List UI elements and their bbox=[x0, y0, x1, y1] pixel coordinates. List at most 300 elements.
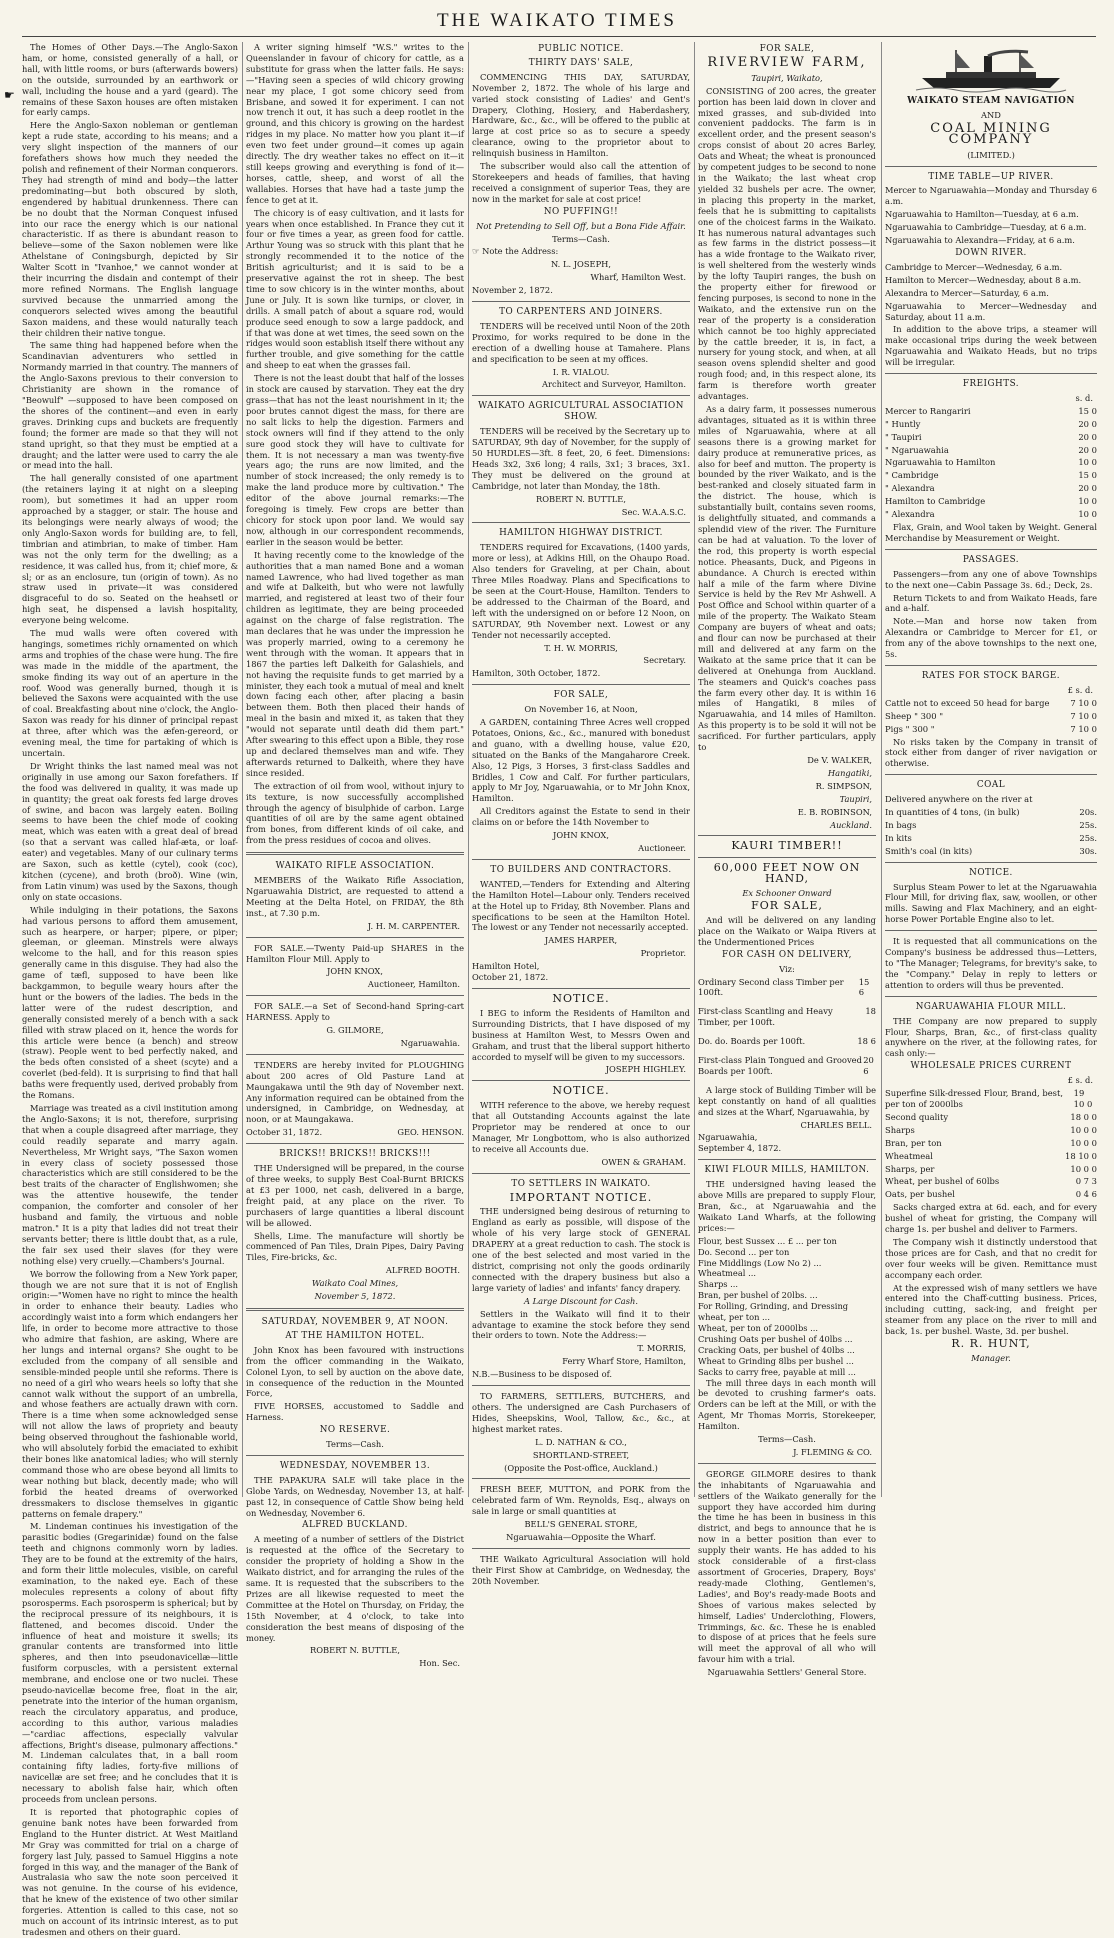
ad-saturday-item: FIVE HORSES, accustomed to Saddle and Harness. bbox=[246, 1401, 464, 1423]
ad-highway-name: T. H. W. MORRIS, bbox=[544, 642, 618, 653]
ad-saturday-subheading: AT THE HAMILTON HOTEL. bbox=[285, 1330, 425, 1341]
freight-price: 15 0 bbox=[1078, 470, 1097, 481]
ad-settlers-heading: TO SETTLERS IN WAIKATO. bbox=[511, 1178, 651, 1189]
freight-item: " Cambridge bbox=[885, 470, 939, 481]
ad-saturday-reserve: NO RESERVE. bbox=[319, 1425, 391, 1436]
timetable-row: Ngaruawahia to Mercer—Wednesday and Saturday, about 11 a.m. bbox=[885, 300, 1097, 322]
ad-settlers-discount: A Large Discount for Cash. bbox=[524, 1295, 638, 1306]
passages-body2: Return Tickets to and from Waikato Heads, fare and a-half. bbox=[885, 592, 1097, 614]
ad-plough-footer bbox=[246, 1127, 464, 1138]
ad-kauri-place: Ngaruawahia, bbox=[698, 1132, 758, 1143]
divider bbox=[246, 937, 464, 938]
ad-kauri-cash: FOR CASH ON DELIVERY, bbox=[722, 949, 852, 960]
ad-ag-body: THE Waikato Agricultural Association will hold their First Show at Cambridge, on Wednesday, the 20th November. bbox=[472, 1553, 690, 1586]
ad-garden-title: Auctioneer. bbox=[638, 843, 686, 853]
article-marriage: It having recently come to the knowledge of the authorities that a man named Bone and a woman named Lawrence, who had lived together as man and wife at Dalkeith, but who were not lawfully married, and registered at least two of their four children as legitimate, they are being proceeded against on the charge of false registration. The man declares that he was under the impression he was properly married, owing to a ceremony he went through with the woman. It appears that in 1867 the parties left Dalkeith for Galashiels, and not having the requisite funds to get married by a minister, they each took a mutual of meal and knelt down facing each other, after placing a basin between them. Both then placed their hands of meal in the basin and mixed it, as taken that they "would not separate until death did them part." After swearing to this effect upon a Bible, they rose up and declared themselves man and wife. They afterwards returned to Dalkeith, where they have since resided. bbox=[246, 549, 464, 778]
divider bbox=[472, 1385, 690, 1386]
timetable-row: Alexandra to Mercer—Saturday, 6 a.m. bbox=[885, 287, 1049, 298]
flour-price: 18 0 0 bbox=[1070, 1111, 1097, 1122]
passages-body3: Note.—Man and horse now taken from Alexandra or Cambridge to Mercer for £1, or from any of the above townships to the next one, 5s. bbox=[885, 616, 1097, 660]
barge-row bbox=[885, 698, 1097, 709]
freight-price: 20 0 bbox=[1078, 483, 1097, 494]
column-divider bbox=[468, 42, 469, 1497]
price-value: 18 6 bbox=[857, 1036, 876, 1047]
ad-plough-date: October 31, 1872. bbox=[246, 1127, 323, 1138]
company-limited: (LIMITED.) bbox=[967, 149, 1015, 160]
coal-heading: COAL bbox=[976, 780, 1006, 791]
divider bbox=[246, 852, 464, 855]
ad-builders-body: WANTED,—Tenders for Extending and Altering the Hamilton Hotel—Labour only. Tenders received at the Hotel up to Friday, 8th November. Plans and specifications to be seen at the Hamilton Hotel. The lowest or any Tender not necessarily accepted. bbox=[472, 878, 690, 933]
column-4 bbox=[698, 42, 876, 1678]
ad-builders-name: JAMES HARPER, bbox=[544, 935, 618, 946]
freight-row bbox=[885, 432, 1097, 443]
freight-row bbox=[885, 406, 1097, 417]
ad-public-place: Wharf, Hamilton West. bbox=[590, 272, 686, 283]
flour-row bbox=[885, 1088, 1097, 1110]
ad-notice2-heading: NOTICE. bbox=[552, 1084, 610, 1098]
timetable-row: Hamilton to Mercer—Wednesday, about 8 a.m. bbox=[885, 274, 1082, 285]
ad-carpenters-body: TENDERS will be received until Noon of the 20th Proximo, for works required to be done in the erection of a dwelling house at Tamahere. Plans and specification to be seen at my offices. bbox=[472, 320, 690, 364]
company-title2: COAL MINING COMPANY bbox=[930, 120, 1052, 147]
company-title1: WAIKATO STEAM NAVIGATION bbox=[907, 96, 1075, 106]
ad-farmers-place: SHORTLAND-STREET, bbox=[532, 1449, 630, 1460]
ad-public-name: N. L. JOSEPH, bbox=[550, 259, 612, 270]
article-wool: The extraction of oil from wool, without injury to its texture, is now successfully accomplished through the agency of bisulphide of carbon. Large quantities of oil are by the same agent obtained from bones, from different kinds of oil cake, and from the press residues of cocoa and olives. bbox=[246, 780, 464, 846]
freight-row bbox=[885, 470, 1097, 481]
flour-price: 0 7 3 bbox=[1075, 1176, 1097, 1187]
ad-builders-heading: TO BUILDERS AND CONTRACTORS. bbox=[490, 864, 672, 875]
freights-heading: FREIGHTS. bbox=[962, 379, 1020, 390]
freight-price: 20 0 bbox=[1078, 418, 1097, 429]
divider bbox=[698, 857, 876, 858]
ad-garden-body2: All Creditors against the Estate to send in their claims on or before the 14th November to bbox=[472, 806, 690, 828]
coal-item: In quantities of 4 tons, (in bulk) bbox=[885, 807, 1020, 818]
freight-row bbox=[885, 445, 1097, 456]
ad-farm-body2: As a dairy farm, it possesses numerous advantages, situated as it is within three miles of Ngaruawahia, where at all seasons there is a growing market for dairy produce at remunerative prices, as also for beef and mutton. The property is bounded by the river Waikato, and is the best-ranked and closely situated farm in the district. The house, which is substantially built, contains seven rooms, is delightfully situated, and commands a splendid view of the river. The Furniture can be had at valuation. To the lover of the rod, this property is worth especial notice. Pheasants, Duck, and Pigeons in abundance. A Church is erected within half a mile of the farm where Divine Service is held by the Rev Mr Ashwell. A Post Office and School within quarter of a mile of the property. The Waikato Steam Company are buyers of wheat and oats; and flour can now be purchased at their mill and delivered at any farm on the Waikato at the same price that it can be delivered at Onehunga from Auckland. The steamers and Quick's coaches pass the farm every other day. It is within 16 miles of Hangatiki, 8 miles of Ngaruawahia, and 14 miles of Hamilton. As this property is to be sold it will not be sacrificed. For further particulars, apply to bbox=[698, 404, 876, 753]
coal-row bbox=[885, 833, 1097, 844]
ad-kiwi-body: THE undersigned having leased the above Mills are prepared to supply Flour, Bran, &c., at Ngaruawahia and the Waikato Land Wharfs, at the following prices:— bbox=[698, 1179, 876, 1233]
price-row bbox=[698, 1055, 876, 1077]
freight-row bbox=[885, 496, 1097, 507]
price-row: Wheat to Grinding 8lbs per bushel ... bbox=[698, 1355, 854, 1366]
price-item: Ordinary Second class Timber per 100ft. bbox=[698, 976, 844, 998]
freight-item: Hamilton to Cambridge bbox=[885, 496, 986, 507]
ad-farmers-place2: (Opposite the Post-office, Auckland.) bbox=[504, 1462, 658, 1473]
flour-item: Sharps, per bbox=[885, 1163, 935, 1174]
freight-item: " Huntly bbox=[885, 418, 921, 429]
flour-row bbox=[885, 1125, 1097, 1136]
coal-row bbox=[885, 846, 1097, 857]
flour-price: 10 0 0 bbox=[1070, 1124, 1097, 1135]
flour-price: 0 4 6 bbox=[1075, 1189, 1097, 1200]
timetable-row: Cambridge to Mercer—Wednesday, 6 a.m. bbox=[885, 261, 1063, 272]
ad-builders-date: October 21, 1872. bbox=[472, 972, 549, 983]
ad-bricks-signature: ALFRED BOOTH. bbox=[385, 1265, 460, 1276]
freights-unit: s. d. bbox=[1075, 392, 1093, 403]
divider bbox=[472, 684, 690, 685]
freight-item: " Ngaruawahia bbox=[885, 444, 949, 455]
freight-price: 10 0 bbox=[1078, 509, 1097, 520]
price-row: Wheatmeal ... bbox=[698, 1268, 756, 1279]
ad-carpenters-title: Architect and Surveyor, Hamilton. bbox=[542, 379, 686, 390]
divider bbox=[472, 1080, 690, 1081]
ad-bricks-body: THE Undersigned will be prepared, in the course of three weeks, to supply Best Coal-Burnt BRICKS at £3 per 1000, net cash, delivered in a barge, freight paid, at any place on the river. To purchasers of large quantities a liberal discount will be allowed. bbox=[246, 1163, 464, 1228]
ad-farm-heading: FOR SALE, bbox=[759, 44, 815, 54]
ad-kauri-heading: KAURI TIMBER!! bbox=[731, 839, 843, 853]
ad-settlers-nb: N.B.—Business to be disposed of. bbox=[472, 1369, 613, 1380]
article-homes-p2: Here the Anglo-Saxon nobleman or gentleman kept a rude state, according to his means; and a very slight inspection of the manners of our forefathers shows how much they needed the polish and refinement of their Norman conquerors. They had strength of mind and body—the latter predominating—but both obscured by sloth, engendered by habitual drunkenness. There can be no doubt that the Norman Conquest infused into our race the energy which is our national characteristic. If as there is abundant reason to believe—some of the Saxon noblemen were like Athelstane of Coningsburgh, depicted by Sir Walter Scott in "Ivanhoe," we cannot wonder at their incurring the disdain and contempt of their more refined Normans. The English language survived because the unmarried among the conquerors selected wives among the beautiful Saxon maidens, and these would naturally teach their children their native tongue. bbox=[22, 120, 238, 338]
column-1 bbox=[22, 42, 238, 1937]
ad-saturday-terms: Terms—Cash. bbox=[326, 1439, 384, 1450]
pointing-hand-icon: ☞ bbox=[472, 246, 483, 257]
ad-garden-name: JOHN KNOX, bbox=[553, 830, 609, 841]
barge-unit: £ s. d. bbox=[1067, 684, 1093, 695]
column-divider bbox=[242, 42, 243, 1497]
ad-shares-title: Auctioneer, Hamilton. bbox=[367, 979, 460, 990]
ad-settlers-sub: IMPORTANT NOTICE. bbox=[509, 1190, 653, 1204]
company-and: AND bbox=[981, 109, 1001, 120]
ad-bricks-date: November 5, 1872. bbox=[314, 1291, 396, 1302]
ad-show-body: TENDERS will be received by the Secretary up to SATURDAY, 9th day of November, for the supply of 50 HURDLES—3ft. 8 feet, 20, 6 feet. Dimensions: Heads 3x2, 3x6 long; 4 rails, 3x1; 3 braces, 3x1. They must be delivered on the ground at Cambridge, not later than Monday, the 18th. bbox=[472, 426, 690, 491]
ad-highway-body: TENDERS required for Excavations, (1400 yards, more or less), at Adkins Hill, on the Ohaupo Road. Also tenders for Graveling, at per Chain, about Three Miles Roadway. Plans and Specifications to be seen at the Court-House, Hamilton. Tenders to be addressed to the Chairman of the Board, and left with the undersigned on or before 12 Noon, on SATURDAY, 9th November next. Lowest or any Tender not necessarily accepted. bbox=[472, 542, 690, 640]
price-row bbox=[698, 977, 876, 999]
flour-item: Wheat, per bushel of 60lbs bbox=[885, 1176, 1000, 1187]
ad-settlers-name: T. MORRIS, bbox=[637, 1343, 686, 1354]
coal-item: In kits bbox=[885, 832, 912, 843]
divider bbox=[246, 995, 464, 996]
article-homes-p7: While indulging in their potations, the Saxons had various persons to afford them amusement, such as hearpere, or harper; pipere, or piper; gleeman, or gleeman. Minstrels were always welcome to the hall, and for this reason spies generally came in this disguise. They had also the game of tæfl, supposed to have been like backgammon, to beguile weary hours after the hunt or the bowers of the ladies. The beds in the latter were of the rudest description, and generally consisted merely of a bench with a sack filled with straw placed on it, hence the words for this article were bence (a bench) and streow (straw). People went to bed perfectly naked, and the beds often consisted of a sheet (scyte) and a coverlet (bed-feld). It is surprising to find that hall baths were frequently used, derived probably from the Romans. bbox=[22, 904, 238, 1101]
article-fashion: We borrow the following from a New York paper, though we are not sure that it is not of English origin:—"Women have no right to mince the health in order to enhance their beauty. Ladies who accordingly waist into a form which endangers her life, in order to become more attractive to those who admire that fashion, are asking, Where are her lungs and internal organs? She ought to be excluded from the company of all sensible and sensible-minded people until she reforms. There is no need of a girl who wears heels so lofty that she cannot walk without the support of an umbrella, and whose feathers are actually drawn with corn. There is a time when some acknowledged sense will not allow the laws of propriety and beauty being observed throughout the fashionable world, who will absolutely forbid the emaciated to exhibit their bones like anatomical ladies; who will sternly command those who are obese beyond all limits to wear nothing but black, decently made; who will forbid the heated dreams of overworked dressmakers to disclose themselves in gigantic patterns on female drapery." bbox=[22, 1268, 238, 1519]
freight-price: 10 0 bbox=[1078, 457, 1097, 468]
divider bbox=[472, 395, 690, 396]
ad-wednesday-heading: WEDNESDAY, NOVEMBER 13. bbox=[279, 1460, 431, 1471]
flour-body2: Sacks charged extra at 6d. each, and for every bushel of wheat for gristing, the Company will charge 1s. per bushel and deliver to Farmers. bbox=[885, 1202, 1097, 1235]
freight-price: 10 0 bbox=[1078, 496, 1097, 507]
notice-heading: NOTICE. bbox=[969, 867, 1013, 878]
barge-item: Sheep " 300 " bbox=[885, 710, 944, 721]
flour-name: R. R. HUNT, bbox=[951, 1337, 1031, 1351]
barge-row bbox=[885, 724, 1097, 735]
divider bbox=[885, 774, 1097, 775]
article-homes-p1: The Homes of Other Days.—The Anglo-Saxon ham, or home, consisted generally of a hall, or hall, with little rooms, or burs (afterwards bowers) on the outside, surrounded by an earthwork or wall, including the house and a yard (geard). The remains of these Saxon houses are often mistaken for early camps. bbox=[22, 42, 238, 118]
flour-heading: NGARUAWAHIA FLOUR MILL. bbox=[915, 1001, 1067, 1012]
price-item: Do. do. Boards per 100ft. bbox=[698, 1036, 806, 1047]
article-homes-p6: Dr Wright thinks the last named meal was not originally in use among our Saxon forefathers. If the food was delivered in quality, it was made up in quantity; the great oak forests fed large droves of swine, and bacon was largely eaten. Boiling seems to have been the chief mode of cooking meat, which was eaten with a great deal of bread (so that a servant was called hlaf-æta, or loaf-eater) and vegetables. Many of our culinary terms are Saxon, such as kettle (cytel), cook (coc), kitchen (cycene), and broth (broð). Wine (win, from Latin vinum) was used by the Saxons, though only on state occasions. bbox=[22, 760, 238, 902]
ad-garden-body: A GARDEN, containing Three Acres well cropped Potatoes, Onions, &c., &c., manured with bonedust and guano, with a dwelling house, value £20, situated on the Banks of the Mangaharore Creek. Also, 12 Pigs, 3 Horses, 3 first-class Saddles and Bridles, 1 Cow and Calf. For further particulars, apply to Mr Joy, Ngaruawahia, or to Mr John Knox, Hamilton. bbox=[472, 717, 690, 804]
ad-kauri-body: And will be delivered on any landing place on the Waikato or Waipa Rivers at the Undermentioned Prices bbox=[698, 914, 876, 947]
price-value: 20 6 bbox=[863, 1055, 874, 1076]
article-science-p1: M. Lindeman continues his investigation of the parasitic bodies (Gregarinidæ) found on the false teeth and chignons commonly worn by ladies. They are to be found at the extremity of the hairs, and form their little molecules, visible, on careful examination, to the naked eye. Each of these molecules represents a colony of about fifty psorosperms. Each psorosperm is spherical; but by the reciprocal pressure of its neighbours, it is flattened, and becomes discoid. Under the influence of heat and moisture it swells; its granular contents are transformed into little spheres, and then into pseudonavicellæ—little fusiform corpuscles, with a persistent external membrane, and enclose one or two nuclei. These pseudo-navicellæ become free, float in the air, penetrate into the interior of the human organism, reach the circulatory apparatus, and produce, according to this author, various maladies—"cardiac affections, especially valvular affections, Bright's disease, pulmonary affections." M. Lindeman calculates that, in a ball room containing fifty ladies, forty-five millions of navicellæ are set free; and he concludes that it is necessary to abolish false hair, which often proceeds from unclean persons. bbox=[22, 1521, 238, 1805]
timetable-note: In addition to the above trips, a steamer will make occasional trips during the week between Ngaruawahia and Waikato Heads, but no trips will be irregular. bbox=[885, 324, 1097, 368]
freight-row bbox=[885, 457, 1097, 468]
divider bbox=[246, 1143, 464, 1144]
divider bbox=[246, 1455, 464, 1456]
column-2 bbox=[246, 42, 464, 1669]
ad-public-note bbox=[472, 246, 690, 257]
ad-kauri-body2: A large stock of Building Timber will be kept constantly on hand of all qualities and sizes at the Wharf, Ngaruawahia, by bbox=[698, 1084, 876, 1117]
ad-notice1-name: JOSEPH HIGHLEY. bbox=[605, 1064, 686, 1075]
flour-row bbox=[885, 1164, 1097, 1175]
ad-kiwi-name: J. FLEMING & CO. bbox=[793, 1446, 872, 1457]
barge-note: No risks taken by the Company in transit of stock either from danger of river navigation or otherwise. bbox=[885, 736, 1097, 769]
article-chicory-p3: There is not the least doubt that half of the losses in stock are caused by starvation. They eat the dry grass—that has not the least nourishment in it; the poor brutes cannot digest the mass, for there are no salt licks to help the digestion. Farmers and stock owners will find if they attend to the only sure good stock they will have to cultivate for them. It is not necessary a man was twenty-five years ago; the runs are now limited, and the number of stock increased; the only remedy is to make the land produce more by cultivation." The editor of the above journal remarks:—The foregoing is timely. Few crops are better than chicory for stock upon poor land. We would say now, although in our correspondent recommends, earlier in the season would be better. bbox=[246, 373, 464, 547]
ad-plough-body: TENDERS are hereby invited for PLOUGHING about 200 acres of Old Pasture Land at Maungakawa until the 9th day of November next. Any information required can be obtained from the undersigned, in Cambridge, on Wednesday, at noon, or at Maungakawa. bbox=[246, 1059, 464, 1125]
ad-farm-body: CONSISTING of 200 acres, the greater portion has been laid down in clover and mixed grasses, and sub-divided into convenient paddocks. The farm is in excellent order, and the present season's crops consist of about 20 acres Barley, Oats and Wheat; the wheat is pronounced by competent judges to be second to none in the Waikato; the last wheat crop yielded 32 bushels per acre. The owner, in placing this property in the market, feels that he is submitting to capitalists one of the choicest farms in the Waikato. It has numerous natural advantages such as few farms in the district possess—it has a wide frontage to the Waikato river, is well sheltered from the westerly winds by the lofty Taupiri ranges, the bush on the property either for firewood or fencing purposes, is second to none in the Waikato, and the extensive run on the rear of the property is a consideration which cannot be too highly appreciated by the cattle breeder, it is, in fact, a nursery for young stock, and when, at all season ovens splendid shelter and good rough food; and, in this respect alone, its farm is therefore worth greater advantages. bbox=[698, 85, 876, 402]
flour-item: Superfine Silk-dressed Flour, Brand, best, per ton of 2000lbs bbox=[885, 1088, 1064, 1109]
ad-butter-store: BELL'S GENERAL STORE, bbox=[524, 1519, 638, 1530]
ad-kauri-feet: 60,000 FEET NOW ON HAND, bbox=[713, 861, 861, 886]
masthead: THE WAIKATO TIMES bbox=[437, 10, 677, 31]
freight-price: 20 0 bbox=[1078, 444, 1097, 455]
ad-carpenters-name: I. R. VIALOU. bbox=[552, 366, 610, 377]
flour-row bbox=[885, 1176, 1097, 1187]
divider bbox=[885, 665, 1097, 666]
article-chicory-p1: A writer signing himself "W.S." writes to the Queenslander in favour of chicory for cattle, as a substitute for grass when the latter fails. He says:—"Having seen a species of wild chicory growing near my place, I got some chicory seed from Brisbane, and sowed it for experiment. I can not now trench it out, it has such a deep rootlet in the ground, and this chicory is growing on the hardest ridges in my place. No matter how you plant it—if even two feet under ground—it comes up again directly. The dry weather takes no effect on it—it still keeps growing and everything is fond of it—horses, cattle, sheep, and worst of all the wallabies. Horses that have had a taste jump the fence to get at it. bbox=[246, 42, 464, 205]
ad-builders-title: Proprietor. bbox=[640, 948, 686, 959]
flour-price: 10 0 0 bbox=[1070, 1163, 1097, 1174]
ad-harness-body: FOR SALE.—a Set of Second-hand Spring-cart HARNESS. Apply to bbox=[246, 1001, 464, 1023]
ad-kiwi-terms: Terms—Cash. bbox=[758, 1434, 816, 1445]
ad-public-sub: THIRTY DAYS' SALE, bbox=[528, 57, 634, 68]
ad-buckland-title: Hon. Sec. bbox=[419, 1658, 460, 1669]
timetable-up-heading: TIME TABLE—UP RIVER. bbox=[928, 171, 1054, 182]
freights-note: Flax, Grain, and Wool taken by Weight. General Merchandise by Measurement or Weight. bbox=[885, 522, 1097, 543]
coal-body: Delivered anywhere on the river at bbox=[885, 794, 1033, 805]
notice-body: Surplus Steam Power to let at the Ngaruawahia Flour Mill, for driving flax, saw, woollen, or other mills. Sawing and Flax Machinery, and an eight-horse Power Portable Engine also to let. bbox=[885, 881, 1097, 925]
divider bbox=[885, 166, 1097, 167]
price-row: Crushing Oats per bushel of 40lbs ... bbox=[698, 1333, 853, 1344]
price-row: Wheat, per ton of 2000lbs ... bbox=[698, 1322, 819, 1333]
ad-shares-body: FOR SALE.—Twenty Paid-up SHARES in the Hamilton Flour Mill. Apply to bbox=[246, 942, 464, 964]
ad-highway-date: Hamilton, 30th October, 1872. bbox=[472, 668, 601, 679]
flour-item: Second quality bbox=[885, 1111, 949, 1122]
coal-item: Smith's coal (in kits) bbox=[885, 845, 973, 856]
ad-bricks-address: Waikato Coal Mines, bbox=[311, 1278, 399, 1289]
article-science-p2: It is reported that photographic copies of genuine bank notes have been forwarded from England to the Hunter district. At West Maitland Mr Gray was committed for trial on a charge of forgery last July, passed to Samuel Higgins a note forged in this way, and the manager of the Bank of Australasia who saw the note soon perceived it was not genuine. In the course of his evidence, that he knew of the existence of two other similar forgeries. Attention is called to this case, not so much on account of its intrinsic interest, as to put tradesmen and others on their guard. bbox=[22, 1807, 238, 1937]
ad-settlers-body2: Settlers in the Waikato will find it to their advantage to examine the stock before they send their orders to town. Note the Address:— bbox=[472, 1308, 690, 1341]
coal-row bbox=[885, 820, 1097, 831]
flour-item: Wheatmeal bbox=[885, 1150, 933, 1161]
flour-item: Bran, per ton bbox=[885, 1137, 942, 1148]
article-homes-p5: The mud walls were often covered with hangings, sometimes richly ornamented on which arms and trophies of the chase were hung. The fire was made in the middle of the apartment, the smoke finding its way out of an aperture in the roof. Wood was generally burned, though it is believed the Saxons were acquainted with the use of coal. Breakfasting about nine o'clock, the Anglo-Saxon was ready for his dinner of principal repast at three, after which was the æfen-gereord, or evening meal, the time for partaking of which is uncertain. bbox=[22, 628, 238, 758]
flour-item: Sharps bbox=[885, 1124, 915, 1135]
barge-item: Pigs " 300 " bbox=[885, 723, 935, 734]
price-row: Do. Second ... per ton bbox=[698, 1246, 790, 1257]
price-row: Fine Middlings (Low No 2) ... bbox=[698, 1257, 822, 1268]
column-divider bbox=[694, 42, 695, 1497]
notice-body2: It is requested that all communications on the Company's business be addressed thus—Letters, to "The Manager; Telegrams, for brevity's sake, to the "Company." Delay in reply to letters or attention to orders will thus be prevented. bbox=[885, 936, 1097, 990]
freight-price: 20 0 bbox=[1078, 431, 1097, 442]
ad-kiwi-heading: KIWI FLOUR MILLS, HAMILTON. bbox=[704, 1165, 870, 1176]
ad-butter-place: Ngaruawahia—Opposite the Wharf. bbox=[506, 1532, 656, 1543]
ad-garden-sub: On November 16, at Noon, bbox=[524, 704, 638, 715]
ad-farm-agent1-place: Hangatiki, bbox=[827, 767, 872, 778]
ad-notice2-name: OWEN & GRAHAM. bbox=[601, 1156, 686, 1167]
ad-wednesday-body: THE PAPAKURA SALE will take place in the Globe Yards, on Wednesday, November 13, at half-past 12, in consequence of Cattle Show being held on Wednesday, November 6. bbox=[246, 1474, 464, 1518]
price-item: First-class Plain Tongued and Grooved Boards per 100ft. bbox=[698, 1055, 862, 1076]
barge-row bbox=[885, 711, 1097, 722]
ad-highway-heading: HAMILTON HIGHWAY DISTRICT. bbox=[499, 528, 663, 539]
flour-row bbox=[885, 1151, 1097, 1162]
divider bbox=[246, 1308, 464, 1311]
flour-price: 18 10 0 bbox=[1065, 1150, 1097, 1161]
ad-public-note-text: Note the Address: bbox=[482, 246, 559, 257]
barge-price: 7 10 0 bbox=[1070, 697, 1097, 708]
column-divider bbox=[881, 42, 882, 1497]
freight-row bbox=[885, 483, 1097, 494]
ad-notice1-body: I BEG to inform the Residents of Hamilton and Surrounding Districts, that I have disposed of my business at Hamilton West, to Messrs Owen and Graham, and trust that the liberal support hitherto accorded to myself will be given to my successors. bbox=[472, 1007, 690, 1062]
article-homes-p4: The hall generally consisted of one apartment (the retainers laying it at night on a sleeping room), but sometimes it had an upper room approached by a stagger, or stair. The house and its belongings were nearly always of wood; the only Anglo-Saxon words for building are, to fell, timbrian and atimbrian, to make of timber. Ham was not the only term for the dwelling; as a residence, it was called hus, from it; chief more, & sl; or as an enclosure, tun (origin of town). As no straw used in private—it was considered disgraceful to do so. Seated on the heahsetl or high seat, he dispensed a lavish hospitality, everyone being welcome. bbox=[22, 473, 238, 626]
ad-farmers-body: TO FARMERS, SETTLERS, BUTCHERS, and others. The undersigned are Cash Purchasers of Hides, Sheepskins, Wool, Tallow, &c., &c., at highest market rates. bbox=[472, 1391, 690, 1434]
steamship-icon bbox=[916, 46, 1066, 92]
freight-item: " Alexandra bbox=[885, 483, 935, 494]
ad-notice1-heading: NOTICE. bbox=[552, 991, 610, 1005]
ad-rifle-body: MEMBERS of the Waikato Rifle Association, Ngaruawahia District, are requested to attend a Meeting at the Delta Hotel, on FRIDAY, the 8th inst., at 7.30 p.m. bbox=[246, 875, 464, 918]
ad-saturday-body: John Knox has been favoured with instructions from the officer commanding in the Waikato, Colonel Lyon, to sell by auction on the above date, in consequence of the reduction in the Mounted Force, bbox=[246, 1344, 464, 1399]
price-row bbox=[698, 1006, 876, 1028]
ad-kiwi-body2: The mill three days in each month will be devoted to crushing farmer's oats. Orders can be left at the Mill, or with the Agent, Mr Thomas Morris, Storekeeper, Hamilton. bbox=[698, 1377, 876, 1432]
divider bbox=[698, 1159, 876, 1160]
flour-row bbox=[885, 1189, 1097, 1200]
price-row: Cracking Oats, per bushel of 40lbs ... bbox=[698, 1344, 855, 1355]
ad-public-puffing: NO PUFFING!! bbox=[543, 206, 619, 217]
flour-row bbox=[885, 1112, 1097, 1123]
freight-row bbox=[885, 509, 1097, 520]
timetable-row: Ngaruawahia to Cambridge—Tuesday, at 6 a.m. bbox=[885, 222, 1087, 233]
barge-price: 7 10 0 bbox=[1070, 723, 1097, 734]
flour-row bbox=[885, 1138, 1097, 1149]
freight-item: " Taupiri bbox=[885, 431, 922, 442]
ad-shares-name: JOHN KNOX, bbox=[327, 966, 383, 977]
ad-plough-signature: GEO. HENSON. bbox=[397, 1127, 464, 1138]
passages-body: Passengers—from any one of above Townships to the next one—Cabin Passage 3s. 6d.; Deck, 2s. bbox=[885, 568, 1097, 590]
ad-buckland-body: A meeting of a number of settlers of the District is requested at the office of the Secretary to consider the propriety of holding a Show in the Waikato district, and for arranging the rules of the same. It is requested that the subscribers to the Prizes are all likewise requested to meet the Committee at the Hotel on Thursday, on Friday, the 15th November, at 4 o'clock, to take into consideration the best means of disposing of the money. bbox=[246, 1534, 464, 1643]
ad-bricks-extra: Shells, Lime. The manufacture will shortly be commenced of Pan Tiles, Drain Pipes, Dairy Paving Tiles, Fire-bricks, &c. bbox=[246, 1230, 464, 1263]
divider bbox=[698, 1463, 876, 1464]
ad-farm-agent1: De V. WALKER, bbox=[807, 755, 872, 765]
ad-public-body2: The subscriber would also call the attention of Storekeepers and heads of families, that having received a consignment of superior Teas, they are now in the market for sale at cost price! bbox=[472, 161, 690, 204]
divider bbox=[885, 930, 1097, 931]
timetable-row: Ngaruawahia to Hamilton—Tuesday, at 6 a.m. bbox=[885, 209, 1079, 220]
ad-highway-title: Secretary. bbox=[643, 655, 686, 666]
ad-kauri-sale: FOR SALE, bbox=[751, 899, 823, 913]
divider bbox=[885, 996, 1097, 997]
ad-garden-heading: FOR SALE, bbox=[553, 690, 609, 701]
freight-item: Ngaruawahia to Hamilton bbox=[885, 457, 996, 468]
ad-public-terms: Terms—Cash. bbox=[552, 233, 610, 244]
flour-unit: £ s. d. bbox=[1067, 1075, 1093, 1086]
barge-item: Cattle not to exceed 50 head for barge bbox=[885, 697, 1050, 708]
ad-gilmore-store: Ngaruawahia Settlers' General Store. bbox=[707, 1667, 867, 1678]
divider bbox=[472, 1173, 690, 1174]
ad-kauri-ex: Ex Schooner Onward bbox=[742, 888, 832, 899]
ad-settlers-place: Ferry Wharf Store, Hamilton, bbox=[562, 1356, 686, 1367]
timetable-row: Mercer to Ngaruawahia—Monday and Thursday 6 a.m. bbox=[885, 185, 1097, 207]
ad-show-heading: WAIKATO AGRICULTURAL ASSOCIATION SHOW. bbox=[478, 401, 684, 423]
barge-heading: RATES FOR STOCK BARGE. bbox=[921, 670, 1061, 681]
divider bbox=[885, 549, 1097, 550]
divider bbox=[885, 862, 1097, 863]
flour-price: 10 0 0 bbox=[1070, 1137, 1097, 1148]
ad-farm-place: Taupiri, Waikato, bbox=[751, 72, 823, 83]
flour-body3: The Company wish it distinctly understood that those prices are for Cash, and that no credit for over four weeks will be given. Remittance must accompany each order. bbox=[885, 1236, 1097, 1280]
ad-public-body: COMMENCING THIS DAY, SATURDAY, November 2, 1872. The whole of his large and varied stock consisting of Ladies' and Gent's Drapery, Clothing, Hosiery, and Haberdashery, Hardware, &c., &c., will be offered to the public at large at cost price so as to secure a speedy clearance, owing to the proprietor about to relinquish business in Hamilton. bbox=[472, 71, 690, 159]
ad-gilmore-body: GEORGE GILMORE desires to thank the inhabitants of Ngaruawahia and settlers of the Waikato generally for the support they have accorded him during the time he has been in business in this district, and begs to announce that he is now in a better position than ever to supply their wants. He has added to his stock considerable of a first-class assortment of Groceries, Drapery, Boys' ready-made Clothing, Gentlemen's, Ladies', and Boy's ready-made Boots and Shoes of various makes selected by himself, Ladies' Underclothing, Flowers, Trimmings, &c. &c. These he is enabled to dispose of at prices that he feels sure will meet the approval of all who will favour him with a trial. bbox=[698, 1468, 876, 1665]
ad-carpenters-heading: TO CARPENTERS AND JOINERS. bbox=[499, 307, 663, 318]
coal-row bbox=[885, 807, 1097, 818]
divider bbox=[472, 859, 690, 860]
flour-title: Manager. bbox=[971, 1353, 1011, 1363]
ad-buckland-signature: ROBERT N. BUTTLE, bbox=[310, 1645, 400, 1656]
column-3 bbox=[472, 42, 690, 1586]
ad-notice2-body: WITH reference to the above, we hereby request that all Outstanding Accounts against the late Proprietor may be rendered at once to our Manager, Mr Longbottom, who is also authorized to receive all Accounts due. bbox=[472, 1100, 690, 1154]
price-row bbox=[698, 1036, 876, 1047]
coal-price: 30s. bbox=[1079, 845, 1097, 856]
price-row: Sacks to carry free, payable at mill ... bbox=[698, 1366, 856, 1377]
price-value: 15 6 bbox=[858, 976, 870, 998]
ad-farm-agent3: E. B. ROBINSON, bbox=[797, 806, 872, 817]
divider bbox=[472, 1478, 690, 1479]
ad-show-name: ROBERT N. BUTTLE, bbox=[536, 493, 626, 504]
ad-kauri-date: September 4, 1872. bbox=[698, 1143, 782, 1154]
freight-row bbox=[885, 419, 1097, 430]
ad-kauri-viz: Viz: bbox=[779, 963, 795, 974]
coal-price: 20s. bbox=[1079, 807, 1097, 818]
article-chicory-p2: The chicory is of easy cultivation, and it lasts for years when once established. In France they cut it four or five times a year, as green food for cattle. Arthur Young was so struck with this plant that he strongly recommended it to the notice of the British agriculturist; and it is said to be a preservative against the rot in sheep. The best time to sow chicory is in the winter months, about June or July. It is sown like turnips, or clover, in drills. A small patch of about a square rod, would produce seed enough to sow a large paddock, and if that was done at wet times, the seed sown on the ridges would soon establish itself there without any further trouble, and give something for the cattle and sheep to eat when the grasses fail. bbox=[246, 207, 464, 371]
price-row: Bran, per bushel of 20lbs. ... bbox=[698, 1290, 818, 1301]
ad-kauri-name: CHARLES BELL. bbox=[800, 1119, 872, 1130]
ad-settlers-body: THE undersigned being desirous of returning to England as early as possible, will dispose of the whole of his very large stock of GENERAL DRAPERY at a great reduction to cash. The stock is one of the best selected and most varied in the district, comprising not only the goods ordinarily connected with the drapery business but also a large variety of ladies' and infants' fancy drapery. bbox=[472, 1206, 690, 1293]
flour-body: THE Company are now prepared to supply Flour, Sharps, Bran, &c., of first-class quality anywhere on the river, at the following rates, for cash only:— bbox=[885, 1015, 1097, 1059]
flour-item: Oats, per bushel bbox=[885, 1189, 955, 1200]
ad-saturday-heading: SATURDAY, NOVEMBER 9, AT NOON. bbox=[261, 1316, 449, 1327]
flour-body4: At the expressed wish of many settlers we have entered into the Chaff-cutting business. Prices, including cutting, sack-ing, and freight per steamer from any place on the river to mill and back, 1s. per bushel. Waste, 3d. per bushel. bbox=[885, 1282, 1097, 1337]
coal-item: In bags bbox=[885, 819, 917, 830]
ad-farm-agent2-place: Taupiri, bbox=[839, 793, 872, 804]
ad-show-title: Sec. W.A.A.S.C. bbox=[621, 506, 686, 517]
column-5 bbox=[885, 42, 1097, 1497]
price-item: First-class Scantling and Heavy Timber, per 100ft. bbox=[698, 1006, 833, 1028]
divider bbox=[472, 522, 690, 523]
article-homes-p3: The same thing had happened before when the Scandinavian adventurers who settled in Normandy married in that country. The manners of the Anglo-Saxons previous to their conversion to Christianity are shown in the romance of "Beowulf" —supposed to have been composed on the shores of the continent—and even in early graves. Drinking cups and buckets are frequently found; the former are made so that they will not stand upright, so that they must be emptied at a draught; and the latter were used to carry the ale or mead into the hall. bbox=[22, 340, 238, 471]
ad-farmers-name: L. D. NATHAN & CO., bbox=[535, 1436, 627, 1447]
ad-harness-name: G. GILMORE, bbox=[326, 1025, 384, 1036]
ad-public-pretend: Not Pretending to Sell Off, but a Bona Fide Affair. bbox=[476, 220, 686, 231]
ad-buckland-heading: ALFRED BUCKLAND. bbox=[302, 1520, 408, 1531]
passages-heading: PASSAGES. bbox=[962, 554, 1020, 565]
ad-public-date: November 2, 1872. bbox=[472, 285, 553, 296]
flour-prices-heading: WHOLESALE PRICES CURRENT bbox=[910, 1061, 1072, 1072]
coal-price: 25s. bbox=[1079, 819, 1097, 830]
price-row: Sharps ... bbox=[698, 1279, 739, 1290]
ad-bricks-heading: BRICKS!! BRICKS!! BRICKS!!! bbox=[279, 1149, 431, 1160]
ad-rifle-signature: J. H. M. CARPENTER. bbox=[367, 920, 460, 931]
divider bbox=[698, 835, 876, 836]
ad-farm-agent2: R. SIMPSON, bbox=[815, 780, 872, 791]
divider bbox=[246, 1054, 464, 1055]
divider bbox=[472, 988, 690, 989]
freight-item: " Alexandra bbox=[885, 509, 935, 520]
price-row: Flour, best Sussex ... £ ... per ton bbox=[698, 1235, 837, 1246]
freight-item: Mercer to Rangariri bbox=[885, 405, 971, 416]
freight-price: 15 0 bbox=[1078, 405, 1097, 416]
barge-price: 7 10 0 bbox=[1070, 710, 1097, 721]
coal-price: 25s. bbox=[1079, 832, 1097, 843]
ad-butter-body: FRESH BEEF, MUTTON, and PORK from the celebrated farm of Wm. Reynolds, Esq., always on sale in large or small quantities at bbox=[472, 1484, 690, 1517]
ad-harness-place: Ngaruawahia. bbox=[400, 1037, 460, 1048]
ad-farm-agent3-place: Auckland. bbox=[830, 819, 872, 830]
divider bbox=[472, 301, 690, 302]
